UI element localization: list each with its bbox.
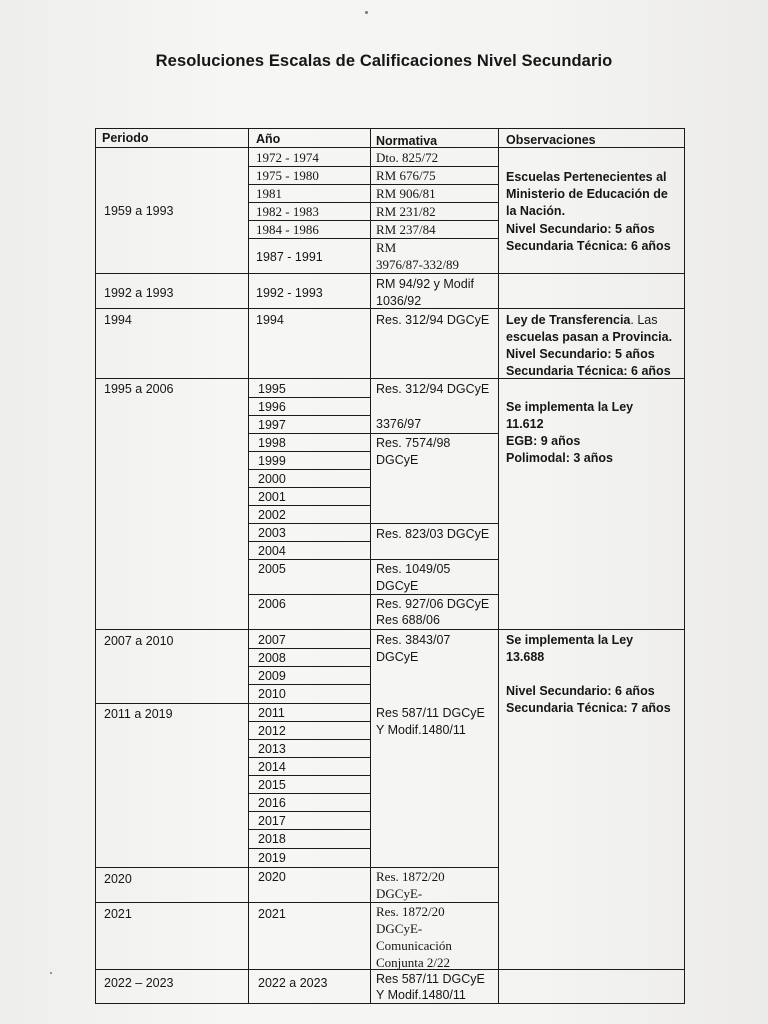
observation-text: Secundaria Técnica: 7 años bbox=[506, 701, 671, 715]
year-cell: 2007 bbox=[258, 633, 286, 647]
row-line bbox=[95, 128, 685, 129]
observation-text: Ministerio de Educación de bbox=[506, 187, 668, 201]
observation-text: Secundaria Técnica: 6 años bbox=[506, 364, 671, 378]
norm-cell: DGCyE bbox=[376, 453, 419, 467]
norm-cell: RM 676/75 bbox=[376, 168, 436, 183]
norm-cell: Res 587/11 DGCyE bbox=[376, 972, 485, 986]
col-divider-1 bbox=[248, 128, 249, 1004]
header-periodo: Periodo bbox=[102, 131, 149, 145]
period-cell: 2021 bbox=[104, 907, 132, 921]
norm-cell: Res. 823/03 DGCyE bbox=[376, 527, 490, 541]
year-cell: 2008 bbox=[258, 651, 286, 665]
col-divider-2 bbox=[370, 128, 371, 1004]
year-cell: 2006 bbox=[258, 597, 286, 611]
observation-text: Nivel Secundario: 5 años bbox=[506, 222, 655, 236]
sub-row-line bbox=[248, 238, 499, 239]
year-cell: 2011 bbox=[258, 706, 285, 720]
col-divider-3 bbox=[498, 128, 499, 1004]
year-cell: 1982 - 1983 bbox=[256, 204, 319, 219]
year-cell: 1994 bbox=[256, 313, 284, 327]
table-border-left bbox=[95, 128, 96, 1004]
norm-cell: DGCyE bbox=[376, 650, 419, 664]
norm-cell: 3376/97 bbox=[376, 417, 422, 431]
norm-cell: Conjunta 2/22 bbox=[376, 955, 451, 970]
norm-cell: Res. 1872/20 bbox=[376, 904, 445, 919]
observation-text: EGB: 9 años bbox=[506, 434, 581, 448]
header-observaciones: Observaciones bbox=[506, 133, 596, 147]
norm-cell: Comunicación bbox=[376, 938, 452, 953]
year-cell: 2012 bbox=[258, 724, 286, 738]
period-cell: 1995 a 2006 bbox=[104, 382, 174, 396]
year-cell: 1987 - 1991 bbox=[256, 250, 323, 264]
year-cell: 2014 bbox=[258, 760, 286, 774]
observation-bold: Ley de Transferencia bbox=[506, 313, 631, 327]
year-cell: 2020 bbox=[258, 870, 286, 884]
year-cell: 1981 bbox=[256, 186, 282, 201]
year-cell: 2005 bbox=[258, 562, 286, 576]
norm-cell: RM bbox=[376, 240, 397, 255]
year-cell: 2018 bbox=[258, 832, 286, 846]
year-cell: 1972 - 1974 bbox=[256, 150, 319, 165]
row-line bbox=[95, 273, 685, 274]
norm-cell: Res. 7574/98 bbox=[376, 436, 451, 450]
row-line bbox=[95, 629, 685, 630]
year-cell: 2004 bbox=[258, 544, 286, 558]
norm-cell: RM 231/82 bbox=[376, 204, 436, 219]
period-cell: 2020 bbox=[104, 872, 132, 886]
observation-text: Se implementa la Ley bbox=[506, 633, 634, 647]
header-normativa: Normativa bbox=[376, 134, 438, 148]
year-cell: 2001 bbox=[258, 490, 286, 504]
year-cell: 1984 - 1986 bbox=[256, 222, 319, 237]
year-cell: 2003 bbox=[258, 526, 286, 540]
observation-text: Nivel Secundario: 5 años bbox=[506, 347, 655, 361]
norm-cell: RM 94/92 y Modif bbox=[376, 277, 474, 291]
observation-text: 11.612 bbox=[506, 417, 544, 431]
year-cell: 2022 a 2023 bbox=[258, 976, 328, 990]
year-cell: 1999 bbox=[258, 454, 286, 468]
year-cell: 2017 bbox=[258, 814, 286, 828]
year-cell: 2013 bbox=[258, 742, 286, 756]
observation-text: la Nación. bbox=[506, 204, 566, 218]
year-cell: 2002 bbox=[258, 508, 286, 522]
period-cell: 2022 – 2023 bbox=[104, 976, 174, 990]
year-cell: 2016 bbox=[258, 796, 286, 810]
norm-cell: Y Modif.1480/11 bbox=[376, 723, 466, 737]
year-cell: 1996 bbox=[258, 400, 286, 414]
norm-cell: Res. 1049/05 bbox=[376, 562, 451, 576]
observation-text: Escuelas Pertenecientes al bbox=[506, 170, 667, 184]
norm-cell: Res. 927/06 DGCyE bbox=[376, 597, 490, 611]
row-line bbox=[95, 703, 371, 704]
observation-text: 13.688 bbox=[506, 650, 545, 664]
year-cell: 2000 bbox=[258, 472, 286, 486]
norm-cell: Y Modif.1480/11 bbox=[376, 988, 466, 1002]
year-cell: 2021 bbox=[258, 907, 286, 921]
year-cell: 2010 bbox=[258, 687, 286, 701]
norm-cell: Res 587/11 DGCyE bbox=[376, 706, 485, 720]
norm-cell: RM 237/84 bbox=[376, 222, 436, 237]
year-cell: 2015 bbox=[258, 778, 286, 792]
table-border-right bbox=[684, 128, 685, 1004]
norm-cell: Res 688/06 bbox=[376, 613, 440, 627]
observation-text: Se implementa la Ley bbox=[506, 400, 634, 414]
year-cell: 2009 bbox=[258, 669, 286, 683]
period-cell: 2011 a 2019 bbox=[104, 707, 173, 721]
norm-cell: RM 906/81 bbox=[376, 186, 436, 201]
norm-cell: Res. 312/94 DGCyE bbox=[376, 313, 490, 327]
header-anio: Año bbox=[256, 132, 281, 146]
observation-text bbox=[506, 312, 657, 329]
period-cell: 1959 a 1993 bbox=[104, 204, 174, 218]
norm-cell: Res. 312/94 DGCyE bbox=[376, 382, 490, 396]
observation-text: escuelas pasan a Provincia. bbox=[506, 330, 673, 344]
norm-cell: Res. 3843/07 bbox=[376, 633, 451, 647]
period-cell: 2007 a 2010 bbox=[104, 634, 174, 648]
norm-cell: 3976/87-332/89 bbox=[376, 257, 460, 272]
observation-text: Nivel Secundario: 6 años bbox=[506, 684, 655, 698]
norm-cell: DGCyE- bbox=[376, 886, 423, 901]
year-cell: 1995 bbox=[258, 382, 286, 396]
observation-suffix: . Las bbox=[630, 313, 658, 327]
period-cell: 1992 a 1993 bbox=[104, 286, 174, 300]
year-cell: 1998 bbox=[258, 436, 286, 450]
norm-cell: DGCyE- bbox=[376, 921, 423, 936]
period-cell: 1994 bbox=[104, 313, 132, 327]
year-cell: 1975 - 1980 bbox=[256, 168, 319, 183]
norm-cell: DGCyE bbox=[376, 579, 419, 593]
year-cell: 1997 bbox=[258, 418, 286, 432]
paper-speck bbox=[365, 11, 368, 14]
sub-row-line bbox=[248, 184, 499, 185]
year-cell: 2019 bbox=[258, 851, 286, 865]
observation-text: Secundaria Técnica: 6 años bbox=[506, 239, 671, 253]
norm-cell: 1036/92 bbox=[376, 294, 422, 308]
norm-cell: Res. 1872/20 bbox=[376, 869, 445, 884]
year-cell: 1992 - 1993 bbox=[256, 286, 323, 300]
norm-cell: Dto. 825/72 bbox=[376, 150, 439, 165]
paper-speck bbox=[50, 972, 52, 974]
document-title: Resoluciones Escalas de Calificaciones Nivel Secundario bbox=[155, 52, 613, 70]
observation-text: Polimodal: 3 años bbox=[506, 451, 613, 465]
